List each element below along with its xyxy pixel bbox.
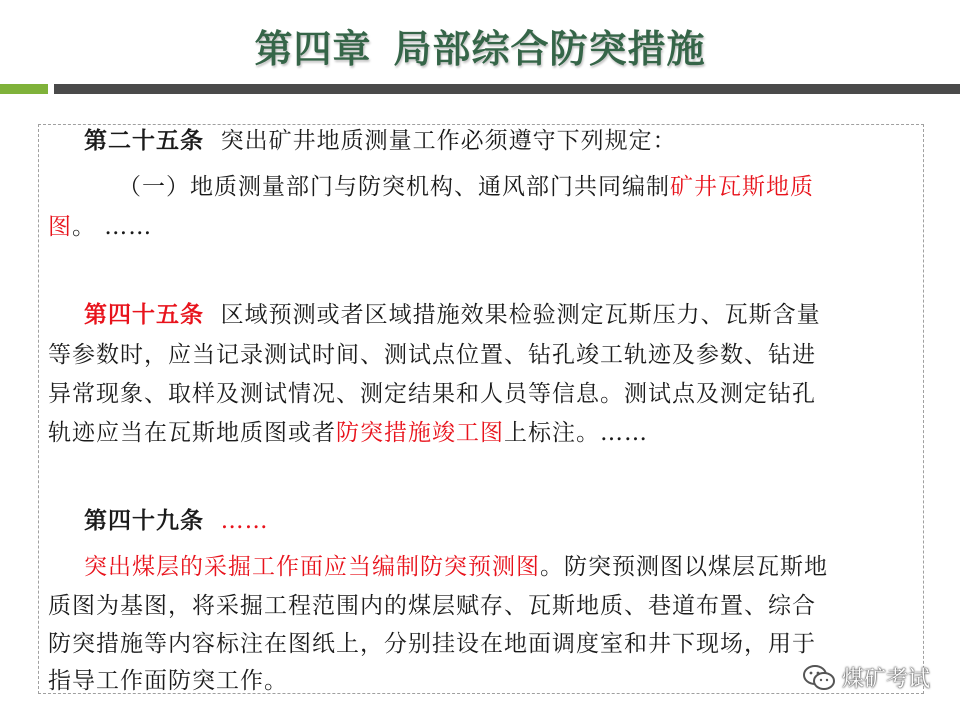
article-45-label: 第四十五条 bbox=[84, 301, 204, 328]
chapter-number: 第四章 bbox=[254, 26, 372, 71]
article-25-label: 第二十五条 bbox=[84, 127, 204, 154]
article-45-line2: 等参数时，应当记录测试时间、测试点位置、钻孔竣工轨迹及参数、钻进 bbox=[48, 342, 816, 368]
article-25-text: 突出矿井地质测量工作必须遵守下列规定： bbox=[220, 128, 677, 154]
article-25-item1-tail: 。 …… bbox=[72, 214, 153, 240]
title-rule-accent bbox=[0, 84, 48, 94]
wechat-icon bbox=[802, 664, 836, 692]
article-49-line3: 防突措施等内容标注在图纸上，分别挂设在地面调度室和井下现场，用于 bbox=[48, 631, 816, 657]
article-25-heading bbox=[84, 126, 924, 156]
watermark-text: 煤矿考试 bbox=[841, 667, 930, 692]
article-49-label: 第四十九条 bbox=[84, 507, 204, 534]
article-45-red: 防突措施竣工图 bbox=[336, 420, 504, 446]
article-25-item1-red: 矿井瓦斯地质 bbox=[670, 174, 814, 200]
article-25-item1-red2: 图 bbox=[48, 214, 72, 240]
article-45-tail: 上标注。…… bbox=[504, 420, 648, 446]
article-45-line1 bbox=[84, 300, 918, 330]
article-45-text1: 区域预测或者区域措施效果检验测定瓦斯压力、瓦斯含量 bbox=[220, 302, 821, 328]
chapter-name: 局部综合防突措施 bbox=[393, 26, 706, 71]
article-25-item1-text: （一）地质测量部门与防突机构、通风部门共同编制 bbox=[118, 174, 670, 200]
article-45-line3: 异常现象、取样及测试情况、测定结果和人员等信息。测试点及测定钻孔 bbox=[48, 381, 816, 407]
article-49-heading bbox=[84, 506, 918, 536]
title-rule bbox=[54, 84, 960, 94]
article-49-dots: …… bbox=[220, 508, 269, 534]
article-49-line1 bbox=[84, 552, 918, 582]
article-49-red: 突出煤层的采掘工作面应当编制防突预测图 bbox=[84, 554, 540, 580]
article-49-line2: 质图为基图，将采掘工程范围内的煤层赋存、瓦斯地质、巷道布置、综合 bbox=[48, 593, 816, 619]
article-25-item1-cont bbox=[48, 212, 916, 242]
article-45-text4: 轨迹应当在瓦斯地质图或者 bbox=[48, 420, 336, 446]
article-49-line4: 指导工作面防突工作。 bbox=[48, 668, 288, 694]
article-25-item1 bbox=[118, 172, 918, 202]
article-45-line4 bbox=[48, 418, 916, 448]
page-title bbox=[0, 18, 960, 73]
watermark bbox=[802, 662, 930, 693]
article-49-text1: 。防突预测图以煤层瓦斯地 bbox=[540, 554, 828, 580]
